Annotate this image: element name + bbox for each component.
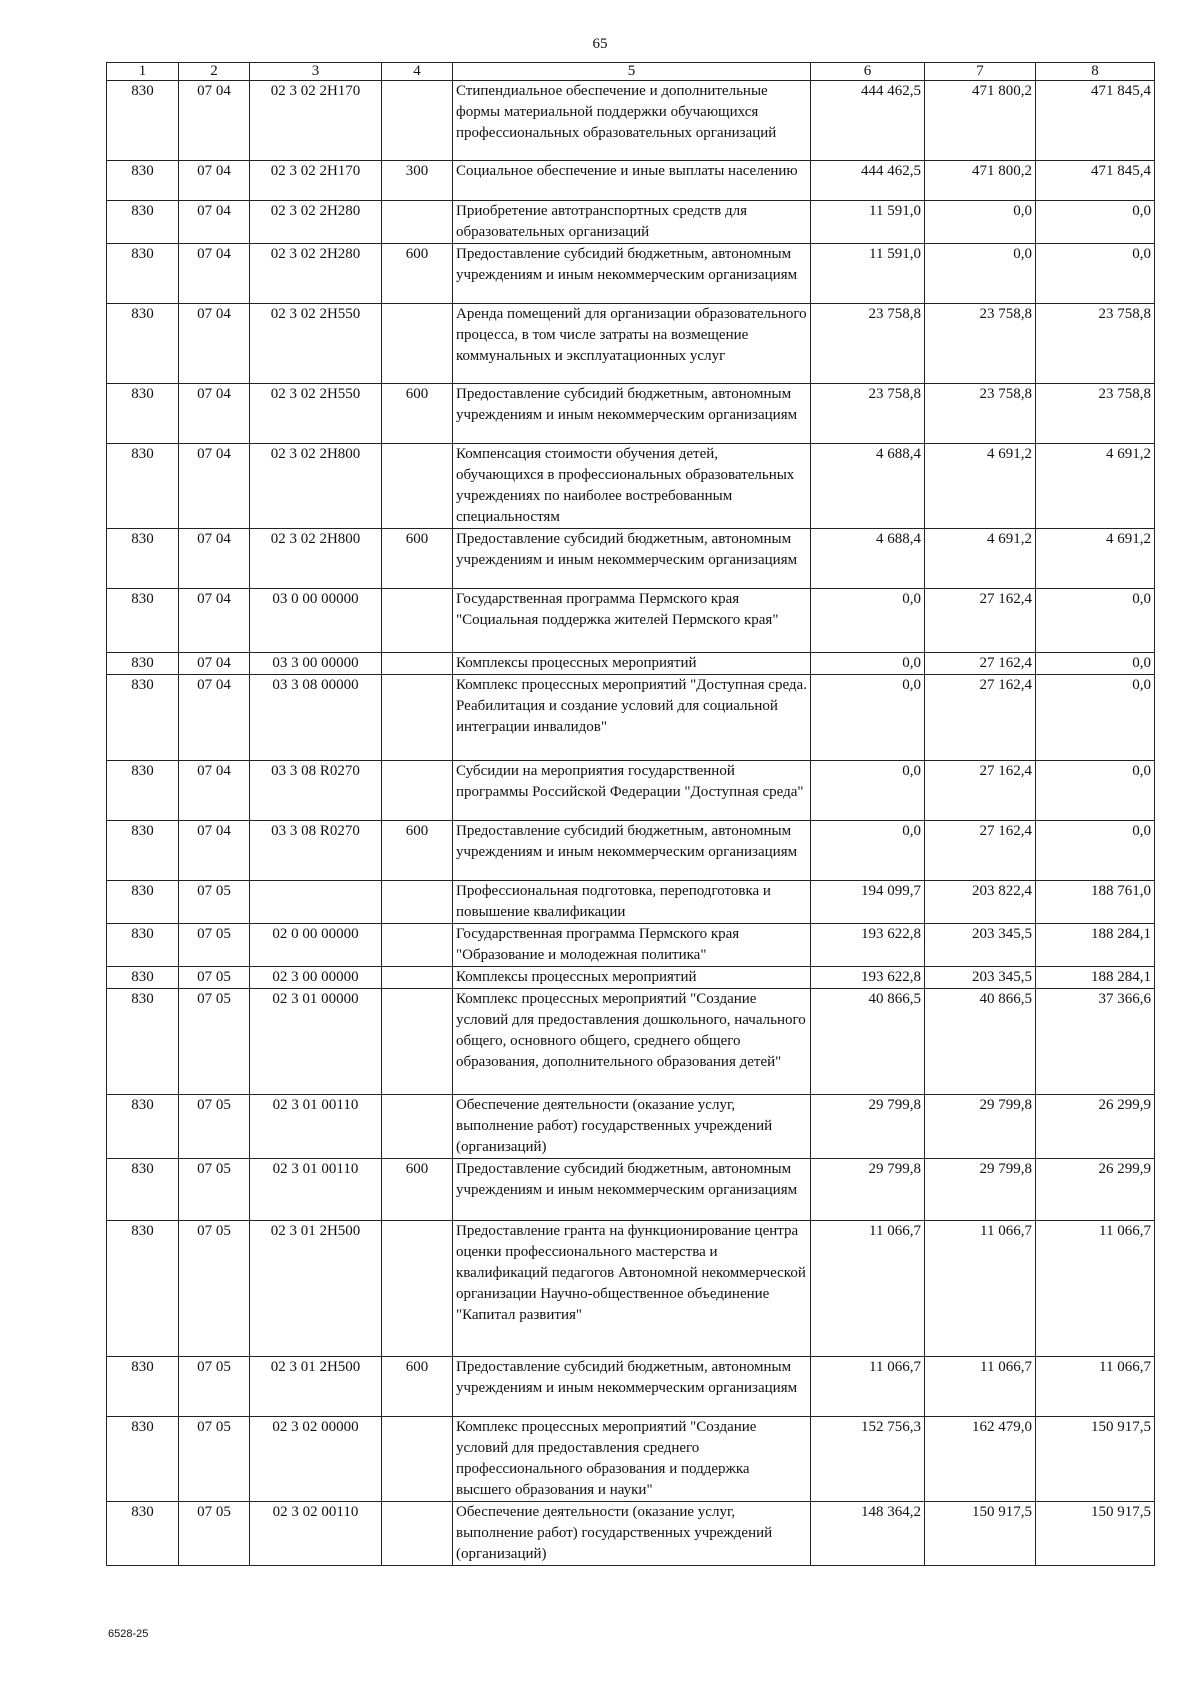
amount-cell: 40 866,5 (925, 989, 1036, 1095)
expense-type-cell: 600 (382, 244, 453, 304)
amount-cell: 150 917,5 (925, 1502, 1036, 1566)
description-cell: Предоставление субсидий бюджетным, автономным учреждениям и иным некоммерческим организациям (453, 384, 811, 444)
code-cell: 830 (107, 821, 179, 881)
amount-cell: 444 462,5 (811, 161, 925, 201)
section-cell: 07 05 (179, 924, 250, 967)
target-code-cell (250, 881, 382, 924)
target-code-cell: 02 3 02 2Н170 (250, 81, 382, 161)
description-cell: Аренда помещений для организации образовательного процесса, в том числе затраты на возмещение коммунальных и эксплуатационных услуг (453, 304, 811, 384)
section-cell: 07 05 (179, 1502, 250, 1566)
section-cell: 07 04 (179, 444, 250, 529)
section-cell: 07 04 (179, 244, 250, 304)
code-cell: 830 (107, 444, 179, 529)
amount-cell: 27 162,4 (925, 675, 1036, 761)
section-cell: 07 05 (179, 967, 250, 989)
code-cell: 830 (107, 589, 179, 653)
section-cell: 07 04 (179, 821, 250, 881)
target-code-cell: 02 3 02 00000 (250, 1417, 382, 1502)
amount-cell: 23 758,8 (1036, 304, 1155, 384)
code-cell: 830 (107, 881, 179, 924)
amount-cell: 23 758,8 (811, 384, 925, 444)
code-cell: 830 (107, 1417, 179, 1502)
amount-cell: 29 799,8 (925, 1095, 1036, 1159)
col-header: 8 (1036, 63, 1155, 81)
target-code-cell: 02 3 02 00110 (250, 1502, 382, 1566)
amount-cell: 188 284,1 (1036, 967, 1155, 989)
code-cell: 830 (107, 675, 179, 761)
amount-cell: 0,0 (811, 761, 925, 821)
amount-cell: 0,0 (1036, 244, 1155, 304)
code-cell: 830 (107, 1221, 179, 1357)
section-cell: 07 04 (179, 653, 250, 675)
code-cell: 830 (107, 529, 179, 589)
target-code-cell: 02 3 01 00000 (250, 989, 382, 1095)
table-row (107, 989, 1155, 1095)
expense-type-cell: 300 (382, 161, 453, 201)
amount-cell: 0,0 (1036, 653, 1155, 675)
amount-cell: 4 691,2 (1036, 444, 1155, 529)
target-code-cell: 02 0 00 00000 (250, 924, 382, 967)
description-cell: Профессиональная подготовка, переподготовка и повышение квалификации (453, 881, 811, 924)
description-cell: Приобретение автотранспортных средств для образовательных организаций (453, 201, 811, 244)
table-row (107, 1502, 1155, 1566)
description-cell: Предоставление субсидий бюджетным, автономным учреждениям и иным некоммерческим организациям (453, 244, 811, 304)
amount-cell: 162 479,0 (925, 1417, 1036, 1502)
code-cell: 830 (107, 989, 179, 1095)
expense-type-cell (382, 989, 453, 1095)
target-code-cell: 02 3 02 2Н550 (250, 304, 382, 384)
description-cell: Комплекс процессных мероприятий "Доступная среда. Реабилитация и создание условий для социальной интеграции инвалидов" (453, 675, 811, 761)
expense-type-cell: 600 (382, 1159, 453, 1221)
code-cell: 830 (107, 1502, 179, 1566)
section-cell: 07 04 (179, 304, 250, 384)
target-code-cell: 02 3 01 00110 (250, 1095, 382, 1159)
amount-cell: 26 299,9 (1036, 1159, 1155, 1221)
target-code-cell: 02 3 02 2Н800 (250, 529, 382, 589)
amount-cell: 188 761,0 (1036, 881, 1155, 924)
amount-cell: 29 799,8 (811, 1159, 925, 1221)
table-row (107, 444, 1155, 529)
target-code-cell: 02 3 00 00000 (250, 967, 382, 989)
target-code-cell: 02 3 02 2Н170 (250, 161, 382, 201)
amount-cell: 471 845,4 (1036, 81, 1155, 161)
amount-cell: 0,0 (811, 675, 925, 761)
expense-type-cell (382, 881, 453, 924)
amount-cell: 29 799,8 (925, 1159, 1036, 1221)
section-cell: 07 05 (179, 989, 250, 1095)
col-header: 6 (811, 63, 925, 81)
target-code-cell: 03 3 08 R0270 (250, 761, 382, 821)
target-code-cell: 03 3 00 00000 (250, 653, 382, 675)
col-header: 4 (382, 63, 453, 81)
col-header: 5 (453, 63, 811, 81)
amount-cell: 29 799,8 (811, 1095, 925, 1159)
amount-cell: 471 845,4 (1036, 161, 1155, 201)
amount-cell: 4 691,2 (925, 529, 1036, 589)
amount-cell: 0,0 (1036, 821, 1155, 881)
amount-cell: 27 162,4 (925, 761, 1036, 821)
expense-type-cell (382, 201, 453, 244)
amount-cell: 150 917,5 (1036, 1417, 1155, 1502)
expense-type-cell: 600 (382, 384, 453, 444)
expense-type-cell (382, 653, 453, 675)
code-cell: 830 (107, 1159, 179, 1221)
description-cell: Стипендиальное обеспечение и дополнительные формы материальной поддержки обучающихся профессиональных образовательных организаций (453, 81, 811, 161)
amount-cell: 471 800,2 (925, 161, 1036, 201)
section-cell: 07 05 (179, 1159, 250, 1221)
expense-type-cell (382, 1095, 453, 1159)
amount-cell: 11 066,7 (1036, 1357, 1155, 1417)
expense-type-cell: 600 (382, 1357, 453, 1417)
description-cell: Обеспечение деятельности (оказание услуг, выполнение работ) государственных учреждений (организаций) (453, 1502, 811, 1566)
amount-cell: 4 691,2 (925, 444, 1036, 529)
col-header: 2 (179, 63, 250, 81)
section-cell: 07 04 (179, 675, 250, 761)
table-row (107, 589, 1155, 653)
expense-type-cell (382, 967, 453, 989)
code-cell: 830 (107, 244, 179, 304)
amount-cell: 4 688,4 (811, 529, 925, 589)
expense-type-cell (382, 589, 453, 653)
description-cell: Социальное обеспечение и иные выплаты населению (453, 161, 811, 201)
code-cell: 830 (107, 1095, 179, 1159)
description-cell: Комплексы процессных мероприятий (453, 653, 811, 675)
amount-cell: 23 758,8 (925, 384, 1036, 444)
table-row (107, 653, 1155, 675)
amount-cell: 4 688,4 (811, 444, 925, 529)
table-row (107, 924, 1155, 967)
table-row (107, 1095, 1155, 1159)
description-cell: Предоставление субсидий бюджетным, автономным учреждениям и иным некоммерческим организациям (453, 1357, 811, 1417)
amount-cell: 150 917,5 (1036, 1502, 1155, 1566)
table-row (107, 1221, 1155, 1357)
table-row (107, 761, 1155, 821)
amount-cell: 11 066,7 (1036, 1221, 1155, 1357)
description-cell: Предоставление гранта на функционирование центра оценки профессионального мастерства и квалификаций педагогов Автономной некоммерческой организации Научно-общественное объединение "Капитал развития" (453, 1221, 811, 1357)
expense-type-cell (382, 304, 453, 384)
target-code-cell: 02 3 02 2Н800 (250, 444, 382, 529)
code-cell: 830 (107, 161, 179, 201)
amount-cell: 0,0 (1036, 589, 1155, 653)
expense-type-cell (382, 1502, 453, 1566)
target-code-cell: 02 3 01 2Н500 (250, 1357, 382, 1417)
amount-cell: 0,0 (925, 201, 1036, 244)
code-cell: 830 (107, 304, 179, 384)
section-cell: 07 04 (179, 761, 250, 821)
amount-cell: 444 462,5 (811, 81, 925, 161)
amount-cell: 0,0 (811, 821, 925, 881)
amount-cell: 26 299,9 (1036, 1095, 1155, 1159)
expense-type-cell: 600 (382, 529, 453, 589)
amount-cell: 27 162,4 (925, 589, 1036, 653)
table-row (107, 201, 1155, 244)
section-cell: 07 04 (179, 589, 250, 653)
expense-type-cell (382, 444, 453, 529)
amount-cell: 203 345,5 (925, 967, 1036, 989)
table-row (107, 244, 1155, 304)
description-cell: Комплексы процессных мероприятий (453, 967, 811, 989)
amount-cell: 0,0 (1036, 675, 1155, 761)
code-cell: 830 (107, 653, 179, 675)
code-cell: 830 (107, 967, 179, 989)
target-code-cell: 02 3 02 2Н280 (250, 244, 382, 304)
target-code-cell: 02 3 01 00110 (250, 1159, 382, 1221)
amount-cell: 203 345,5 (925, 924, 1036, 967)
description-cell: Обеспечение деятельности (оказание услуг, выполнение работ) государственных учреждений (организаций) (453, 1095, 811, 1159)
amount-cell: 193 622,8 (811, 967, 925, 989)
section-cell: 07 04 (179, 201, 250, 244)
amount-cell: 193 622,8 (811, 924, 925, 967)
code-cell: 830 (107, 761, 179, 821)
amount-cell: 152 756,3 (811, 1417, 925, 1502)
expense-type-cell (382, 675, 453, 761)
target-code-cell: 03 0 00 00000 (250, 589, 382, 653)
amount-cell: 11 066,7 (811, 1357, 925, 1417)
description-cell: Государственная программа Пермского края "Образование и молодежная политика" (453, 924, 811, 967)
amount-cell: 37 366,6 (1036, 989, 1155, 1095)
col-header: 1 (107, 63, 179, 81)
description-cell: Компенсация стоимости обучения детей, обучающихся в профессиональных образовательных учреждениях по наиболее востребованным специальностям (453, 444, 811, 529)
amount-cell: 0,0 (811, 653, 925, 675)
amount-cell: 27 162,4 (925, 653, 1036, 675)
header-row (107, 63, 1155, 81)
budget-table (106, 62, 1155, 1566)
section-cell: 07 05 (179, 881, 250, 924)
section-cell: 07 04 (179, 81, 250, 161)
page-number: 65 (592, 36, 608, 52)
description-cell: Предоставление субсидий бюджетным, автономным учреждениям и иным некоммерческим организациям (453, 529, 811, 589)
description-cell: Предоставление субсидий бюджетным, автономным учреждениям и иным некоммерческим организациям (453, 1159, 811, 1221)
expense-type-cell: 600 (382, 821, 453, 881)
table-row (107, 161, 1155, 201)
table-row (107, 1159, 1155, 1221)
section-cell: 07 05 (179, 1417, 250, 1502)
code-cell: 830 (107, 384, 179, 444)
code-cell: 830 (107, 924, 179, 967)
code-cell: 830 (107, 81, 179, 161)
amount-cell: 0,0 (811, 589, 925, 653)
expense-type-cell (382, 81, 453, 161)
table-row (107, 81, 1155, 161)
description-cell: Предоставление субсидий бюджетным, автономным учреждениям и иным некоммерческим организациям (453, 821, 811, 881)
code-cell: 830 (107, 201, 179, 244)
code-cell: 830 (107, 1357, 179, 1417)
description-cell: Комплекс процессных мероприятий "Создание условий для предоставления дошкольного, начального общего, основного общего, среднего общего образования, дополнительного образования детей" (453, 989, 811, 1095)
amount-cell: 148 364,2 (811, 1502, 925, 1566)
section-cell: 07 04 (179, 529, 250, 589)
amount-cell: 0,0 (1036, 201, 1155, 244)
amount-cell: 4 691,2 (1036, 529, 1155, 589)
amount-cell: 0,0 (1036, 761, 1155, 821)
amount-cell: 27 162,4 (925, 821, 1036, 881)
amount-cell: 11 066,7 (925, 1357, 1036, 1417)
target-code-cell: 02 3 01 2Н500 (250, 1221, 382, 1357)
table-row (107, 529, 1155, 589)
amount-cell: 0,0 (925, 244, 1036, 304)
amount-cell: 23 758,8 (1036, 384, 1155, 444)
table-row (107, 384, 1155, 444)
target-code-cell: 02 3 02 2Н280 (250, 201, 382, 244)
target-code-cell: 03 3 08 R0270 (250, 821, 382, 881)
description-cell: Комплекс процессных мероприятий "Создание условий для предоставления среднего профессионального образования и поддержка высшего образования и науки" (453, 1417, 811, 1502)
document-code: 6528-25 (108, 1628, 149, 1640)
expense-type-cell (382, 1417, 453, 1502)
table-row (107, 967, 1155, 989)
expense-type-cell (382, 924, 453, 967)
section-cell: 07 04 (179, 384, 250, 444)
amount-cell: 23 758,8 (811, 304, 925, 384)
table-row (107, 304, 1155, 384)
description-cell: Государственная программа Пермского края "Социальная поддержка жителей Пермского края" (453, 589, 811, 653)
amount-cell: 11 591,0 (811, 244, 925, 304)
table-row (107, 821, 1155, 881)
amount-cell: 203 822,4 (925, 881, 1036, 924)
section-cell: 07 04 (179, 161, 250, 201)
col-header: 7 (925, 63, 1036, 81)
amount-cell: 11 591,0 (811, 201, 925, 244)
table-row (107, 1357, 1155, 1417)
amount-cell: 11 066,7 (811, 1221, 925, 1357)
description-cell: Субсидии на мероприятия государственной программы Российской Федерации "Доступная среда" (453, 761, 811, 821)
target-code-cell: 03 3 08 00000 (250, 675, 382, 761)
table-row (107, 1417, 1155, 1502)
amount-cell: 471 800,2 (925, 81, 1036, 161)
table-row (107, 675, 1155, 761)
section-cell: 07 05 (179, 1221, 250, 1357)
expense-type-cell (382, 761, 453, 821)
amount-cell: 23 758,8 (925, 304, 1036, 384)
amount-cell: 188 284,1 (1036, 924, 1155, 967)
amount-cell: 194 099,7 (811, 881, 925, 924)
target-code-cell: 02 3 02 2Н550 (250, 384, 382, 444)
col-header: 3 (250, 63, 382, 81)
amount-cell: 40 866,5 (811, 989, 925, 1095)
expense-type-cell (382, 1221, 453, 1357)
table-row (107, 881, 1155, 924)
section-cell: 07 05 (179, 1095, 250, 1159)
section-cell: 07 05 (179, 1357, 250, 1417)
amount-cell: 11 066,7 (925, 1221, 1036, 1357)
